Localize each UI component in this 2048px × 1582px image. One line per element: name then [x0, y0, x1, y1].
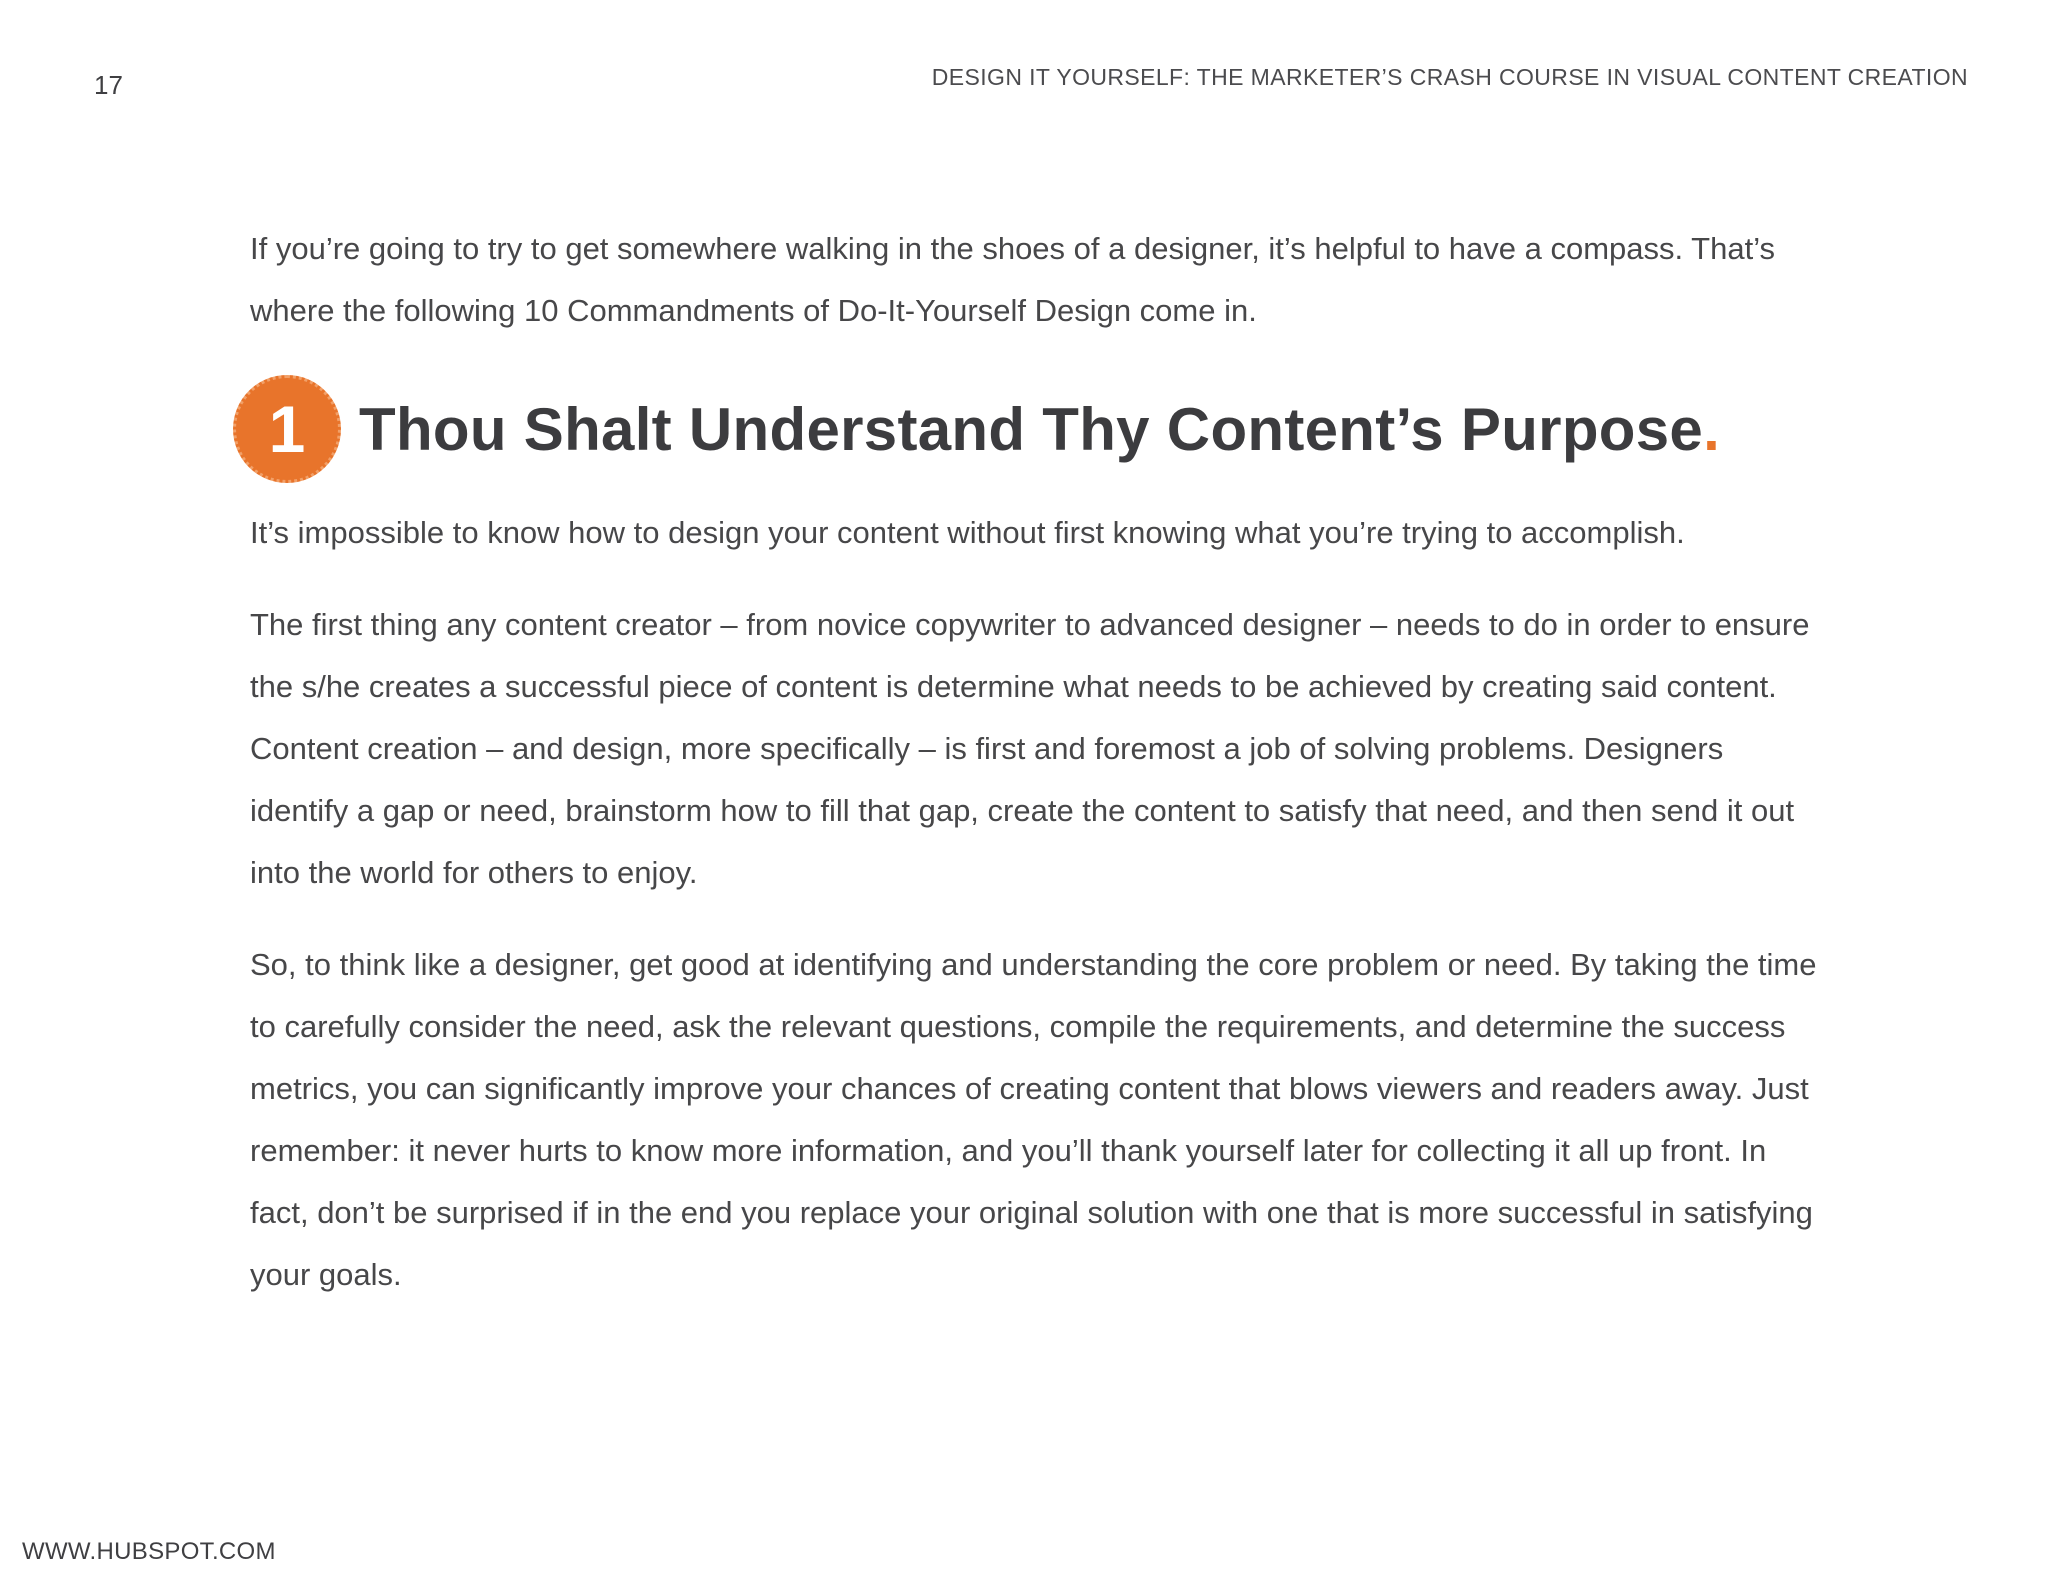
intro-paragraph: If you’re going to try to get somewhere walking in the shoes of a designer, it’s helpful to have a compass. That’s where the following 10 Commandments of Do-It-Yourself Design come in. [250, 231, 1776, 328]
body-paragraph-1: It’s impossible to know how to design your content without first knowing what you’re trying to accomplish. [250, 515, 1685, 550]
section-title-text: Thou Shalt Understand Thy Content’s Purpose [359, 395, 1704, 463]
title-period: . [1703, 395, 1721, 463]
body-paragraph-3: So, to think like a designer, get good at identifying and understanding the core problem or need. By taking the time to carefully consider the need, ask the relevant questions, compile the requirements, and determine the success metrics, you can significantly improve your chances of creating content that blows viewers and readers away. Just remember: it never hurts to know more information, and you’ll thank yourself later for collecting it all up front. In fact, don’t be surprised if in the end you replace your original solution with one that is more successful in satisfying your goals. [250, 947, 1817, 1292]
page-number: 17 [94, 70, 123, 100]
body-paragraph-2: The first thing any content creator – from novice copywriter to advanced designer – needs to do in order to ensure the s/he creates a successful piece of content is determine what needs to be achieved by creating said content. Content creation – and design, more specifically – is first and foremost a job of solving problems. Designers identify a gap or need, brainstorm how to fill that gap, create the content to satisfy that need, and then send it out into the world for others to enjoy. [250, 607, 1810, 890]
section-title [359, 395, 1720, 464]
footer-url: WWW.HUBSPOT.COM [22, 1538, 276, 1565]
section-heading-row [233, 374, 1830, 484]
running-header: DESIGN IT YOURSELF: THE MARKETER’S CRASH COURSE IN VISUAL CONTENT CREATION [931, 64, 1968, 90]
badge-number: 1 [268, 392, 306, 466]
number-badge [233, 375, 341, 483]
main-content [250, 218, 1830, 1306]
